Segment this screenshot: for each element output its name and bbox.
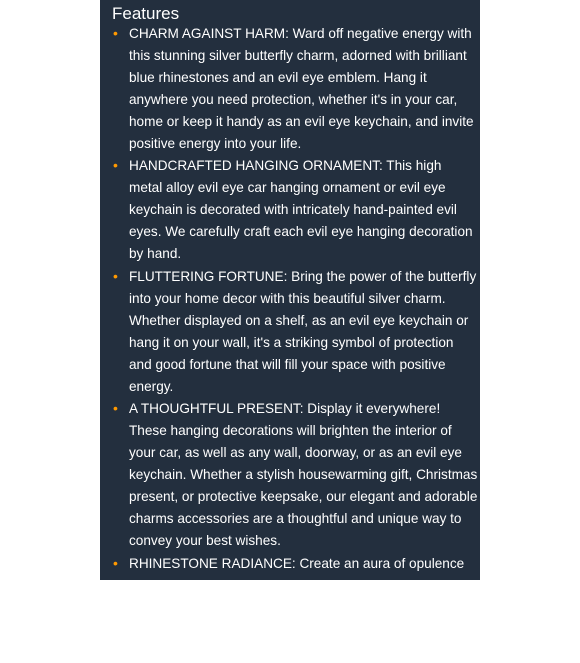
feature-item-fluttering-fortune xyxy=(112,266,478,397)
bullet-icon: • xyxy=(113,25,118,41)
bullet-icon: • xyxy=(113,400,118,417)
feature-item-thoughtful-present xyxy=(112,398,478,551)
feature-text: A THOUGHTFUL PRESENT: Display it everywhere! These hanging decorations will brighten the interior of your car, as well as any wall, doorway, or as an evil eye keychain. Whether a stylish housewarming gift, Christmas present, or protective keepsake, our elegant and adorable charms accessories are a thoughtful and unique way to convey your best wishes. xyxy=(129,401,478,548)
feature-text: FLUTTERING FORTUNE: Bring the power of the butterfly into your home decor with this beautiful silver charm. Whether displayed on a shelf, as an evil eye keychain or hang it on your wall, it's a striking symbol of protection and good fortune that will fill your space with positive energy. xyxy=(129,268,477,394)
bullet-icon: • xyxy=(113,157,118,174)
feature-item-charm-against-harm xyxy=(112,23,478,154)
feature-text: CHARM AGAINST HARM: Ward off negative energy with this stunning silver butterfly charm, adorned with brilliant blue rhinestones and an evil eye emblem. Hang it anywhere you need protection, whether it's in your car, home or keep it handy as an evil eye keychain, and invite positive energy into your life. xyxy=(129,26,474,151)
features-panel xyxy=(100,0,480,659)
bullet-icon: • xyxy=(113,554,118,571)
bullet-icon: • xyxy=(113,267,118,284)
feature-text: HANDCRAFTED HANGING ORNAMENT: This high metal alloy evil eye car hanging ornament or evil eye keychain is decorated with intricately hand-painted evil eyes. We carefully craft each evil eye hanging decoration by hand. xyxy=(129,158,473,262)
feature-item-rhinestone-radiance xyxy=(112,553,478,663)
features-list xyxy=(112,23,478,663)
features-heading: Features xyxy=(112,4,180,23)
feature-item-handcrafted-ornament xyxy=(112,155,478,265)
feature-text: RHINESTONE RADIANCE: Create an aura of opulence with this Evil Eye ornament, or evil eye keychain, adorned with intricate rhinestone crystals that glimmer in the light. Whether you choose the tassel or resin eye option, it's a beautiful addition to any decor scheme. xyxy=(129,555,477,659)
